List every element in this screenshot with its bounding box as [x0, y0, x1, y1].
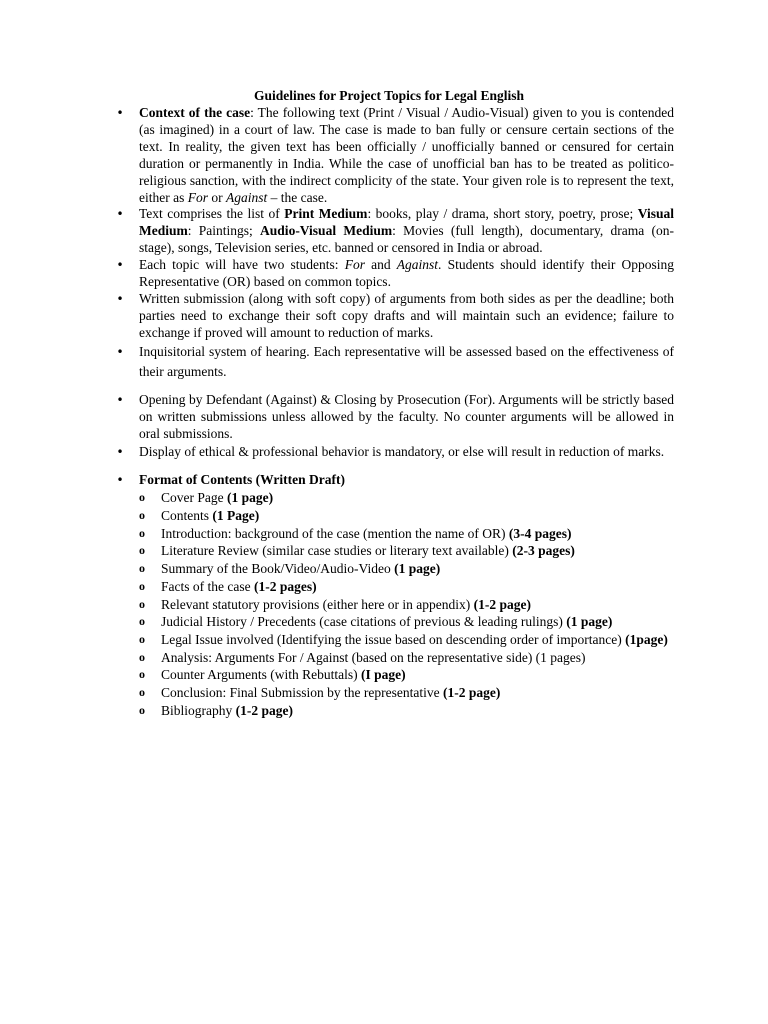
context-heading: Context of the case: [139, 105, 251, 120]
format-item-text: Contents: [161, 508, 213, 524]
bullet-opening-closing: [115, 392, 674, 443]
students-text: Each topic will have two students:: [139, 257, 345, 273]
format-item-pages: (1-2 pages): [253, 578, 317, 594]
format-item-text: Conclusion: Final Submission by the representative: [161, 685, 443, 701]
bullet-icon: •: [116, 207, 124, 222]
format-item: [115, 666, 674, 684]
format-item-text: Relevant statutory provisions (either here or in appendix): [161, 596, 474, 612]
format-heading: Format of Contents (Written Draft): [139, 472, 345, 488]
context-for: For: [187, 189, 208, 205]
bullet-icon: •: [116, 473, 124, 488]
format-item: [115, 684, 674, 702]
guidelines-list: [115, 105, 674, 719]
sub-bullet-icon: o: [139, 614, 145, 629]
bullet-two-students: [115, 257, 674, 291]
bullet-format-contents: [115, 472, 674, 489]
context-against: Against: [225, 189, 268, 205]
print-list: : books, play / drama, short story, poetry, prose;: [367, 206, 638, 222]
bullet-text-mediums: [115, 206, 674, 257]
bullet-icon: •: [116, 106, 124, 120]
format-item-text: Introduction: background of the case (mention the name of OR): [161, 525, 509, 541]
inquisitorial-text: Inquisitorial system of hearing. Each representative will be assessed based on the effectiveness of their arguments.: [139, 343, 674, 379]
format-item-text: Facts of the case: [161, 578, 254, 594]
format-item-text: Judicial History / Precedents (case citations of previous & leading rulings): [161, 614, 567, 630]
format-item: [115, 560, 674, 578]
visual-list: : Paintings;: [187, 223, 261, 239]
opening-closing-text: Opening by Defendant (Against) & Closing by Prosecution (For). Arguments will be strictly based on written submissions unless allowed by the faculty. No counter arguments will be allowed in oral submissions.: [139, 391, 674, 441]
students-against: Against: [396, 257, 439, 273]
format-item: [115, 613, 674, 631]
bullet-context: [115, 105, 674, 206]
students-and: and: [364, 257, 397, 273]
format-item: [115, 507, 674, 525]
visual-medium: Visual Medium: [139, 206, 674, 239]
format-item-pages: (3-4 pages): [508, 525, 572, 541]
format-item: [115, 631, 674, 649]
format-item-pages: (1 page): [226, 490, 274, 506]
format-item-text: Counter Arguments (with Rebuttals): [161, 667, 361, 683]
sub-bullet-icon: o: [139, 561, 145, 576]
sub-bullet-icon: o: [139, 578, 145, 593]
format-item-pages: (1-2 page): [442, 685, 501, 701]
format-item-text: Bibliography: [161, 702, 236, 718]
ethical-behavior-text: Display of ethical & professional behavior is mandatory, or else will result in reduction of marks.: [139, 444, 665, 460]
format-item-pages: (1-2 page): [473, 596, 532, 612]
format-item-pages: (1 Page): [212, 508, 260, 524]
sub-bullet-icon: o: [139, 631, 145, 646]
bullet-icon: •: [116, 445, 124, 460]
bullet-icon: •: [116, 291, 124, 306]
bullet-icon: •: [116, 392, 124, 407]
audio-visual-medium: Audio-Visual Medium: [260, 223, 393, 239]
sub-bullet-icon: o: [139, 667, 145, 682]
format-item: [115, 542, 674, 560]
format-item-pages: (1 page): [394, 561, 441, 577]
bullet-icon: •: [116, 344, 124, 359]
sub-bullet-icon: o: [139, 649, 145, 664]
bullet-ethical-behavior: [115, 442, 674, 462]
students-for: For: [344, 257, 365, 273]
format-item: [115, 596, 674, 614]
audio-visual-list: : Movies (full length), documentary, drama (on-stage), songs, Television series, etc. banned or censored in India or abroad.: [139, 223, 674, 256]
context-tail: – the case.: [267, 189, 328, 205]
mediums-intro: Text comprises the list of: [139, 206, 285, 222]
bullet-written-submission: [115, 291, 674, 342]
format-item-pages: (1 page): [566, 614, 613, 630]
format-item: [115, 578, 674, 596]
context-or: or: [207, 189, 226, 205]
sub-bullet-icon: o: [139, 543, 145, 558]
format-item-text: Cover Page: [161, 490, 227, 506]
format-item-text: Analysis: Arguments For / Against (based on the representative side) (1 pages): [161, 649, 586, 665]
context-text: : The following text (Print / Visual / Audio-Visual) given to you is contended (as imagined) in a court of law. The case is made to ban fully or censure certain sections of the text. In reality, the given text has been officially / unofficially banned or censured for certain duration or permanently in India. While the case of unofficial ban has to be treated as politico-religious sanction, with the indirect complicity of the state. Your given role is to represent the text, either as: [139, 105, 674, 205]
format-item: [115, 525, 674, 543]
bullet-inquisitorial: [115, 342, 674, 382]
format-contents-list: [115, 489, 674, 719]
sub-bullet-icon: o: [139, 508, 145, 523]
format-item-pages: (I page): [360, 667, 406, 683]
format-item: [115, 649, 674, 667]
sub-bullet-icon: o: [139, 702, 145, 717]
format-item-pages: (2-3 pages): [512, 543, 575, 559]
format-item-pages: (1-2 page): [235, 702, 293, 718]
sub-bullet-icon: o: [139, 525, 145, 540]
format-item-pages: (1page): [625, 631, 668, 647]
sub-bullet-icon: o: [139, 490, 145, 505]
page-title: Guidelines for Project Topics for Legal English: [253, 88, 525, 103]
format-item-text: Legal Issue involved (Identifying the issue based on descending order of importance): [161, 631, 626, 647]
bullet-icon: •: [116, 258, 124, 273]
written-submission-text: Written submission (along with soft copy) of arguments from both sides as per the deadline; both parties need to exchange their soft copy drafts and will maintain such an evidence; failure to exchange if proved will amount to reduction of marks.: [139, 290, 674, 340]
sub-bullet-icon: o: [139, 596, 145, 611]
print-medium: Print Medium: [284, 206, 368, 222]
format-item-text: Summary of the Book/Video/Audio-Video: [161, 561, 395, 577]
format-item: [115, 702, 674, 720]
format-item-text: Literature Review (similar case studies or literary text available): [161, 543, 513, 559]
students-tail: . Students should identify their Opposing Representative (OR) based on common topics.: [139, 257, 674, 290]
format-item: [115, 489, 674, 507]
sub-bullet-icon: o: [139, 685, 145, 700]
